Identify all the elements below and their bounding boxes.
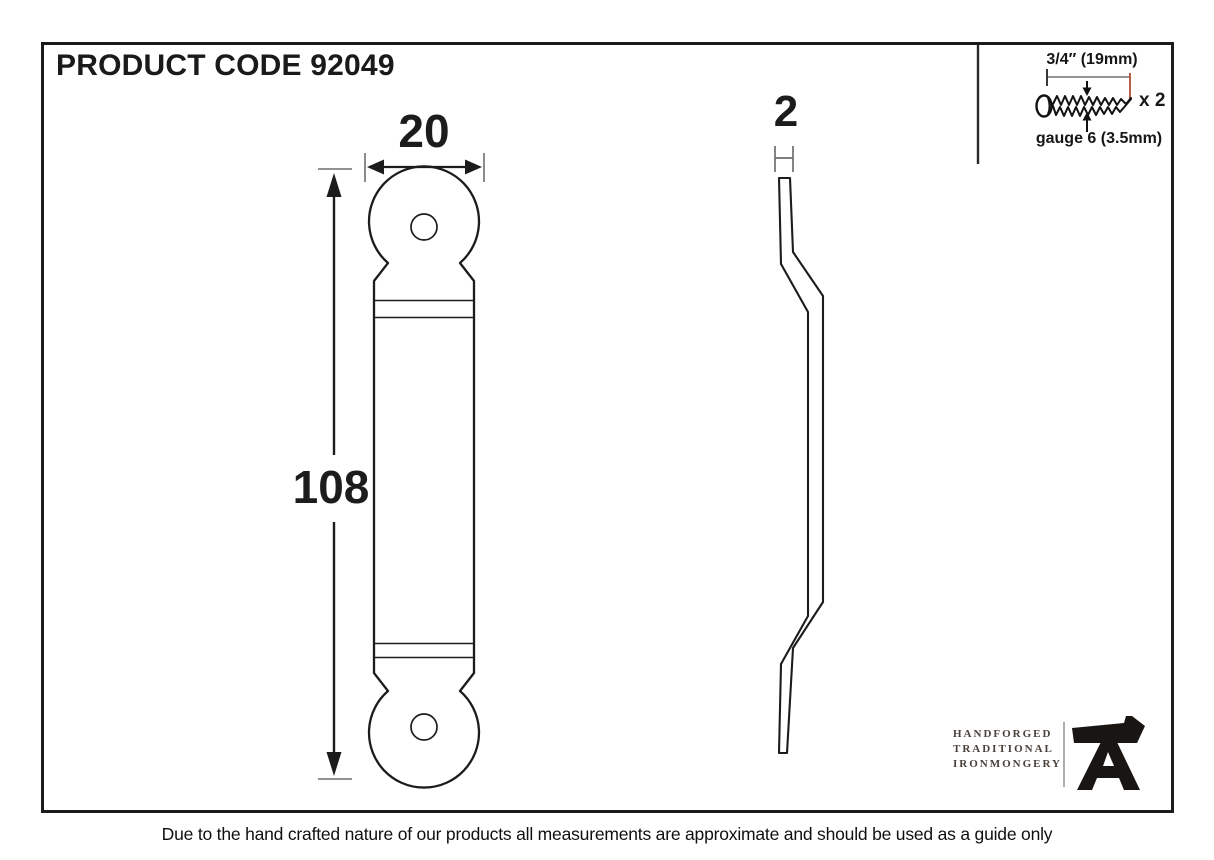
screw-detail-drawing (1037, 69, 1132, 132)
disclaimer-text: Due to the hand crafted nature of our products all measurements are approximate and should be used as a guide only (161, 824, 1053, 844)
screw-icon (1037, 96, 1132, 117)
down-arrowhead-icon (327, 752, 342, 776)
side-view-outline (779, 178, 823, 753)
bottom-fixing-hole (411, 714, 437, 740)
brand-logo-text (953, 727, 1063, 772)
top-fixing-hole (411, 214, 437, 240)
width-dimension-20 (365, 153, 484, 182)
screw-threads-upper (1053, 96, 1131, 105)
left-arrowhead-icon (367, 160, 384, 175)
brand-logo-graphics (1064, 716, 1145, 790)
up-arrowhead-icon (327, 173, 342, 197)
down-pointer-arrowhead-icon (1083, 88, 1092, 97)
screw-head-slot (1048, 98, 1050, 114)
logo-line-handforged: HANDFORGED (953, 728, 1053, 740)
product-code-title: PRODUCT CODE 92049 (56, 49, 395, 82)
screw-gauge-label: gauge 6 (3.5mm) (1035, 130, 1163, 147)
screw-length-label: 3/4″ (19mm) (1046, 51, 1138, 68)
height-dimension-label: 108 (292, 461, 370, 513)
logo-line-traditional: TRADITIONAL (953, 743, 1054, 755)
anvil-icon (1072, 716, 1145, 790)
logo-line-ironmongery: IRONMONGERY (953, 758, 1063, 770)
side-view-drawing (775, 146, 823, 753)
thickness-dimension-label: 2 (773, 87, 799, 136)
drawing-border (43, 44, 1173, 812)
right-arrowhead-icon (465, 160, 482, 175)
screw-quantity-label: x 2 (1139, 90, 1166, 111)
anvil-top-slab (1072, 716, 1145, 743)
width-dimension-label: 20 (398, 105, 450, 157)
